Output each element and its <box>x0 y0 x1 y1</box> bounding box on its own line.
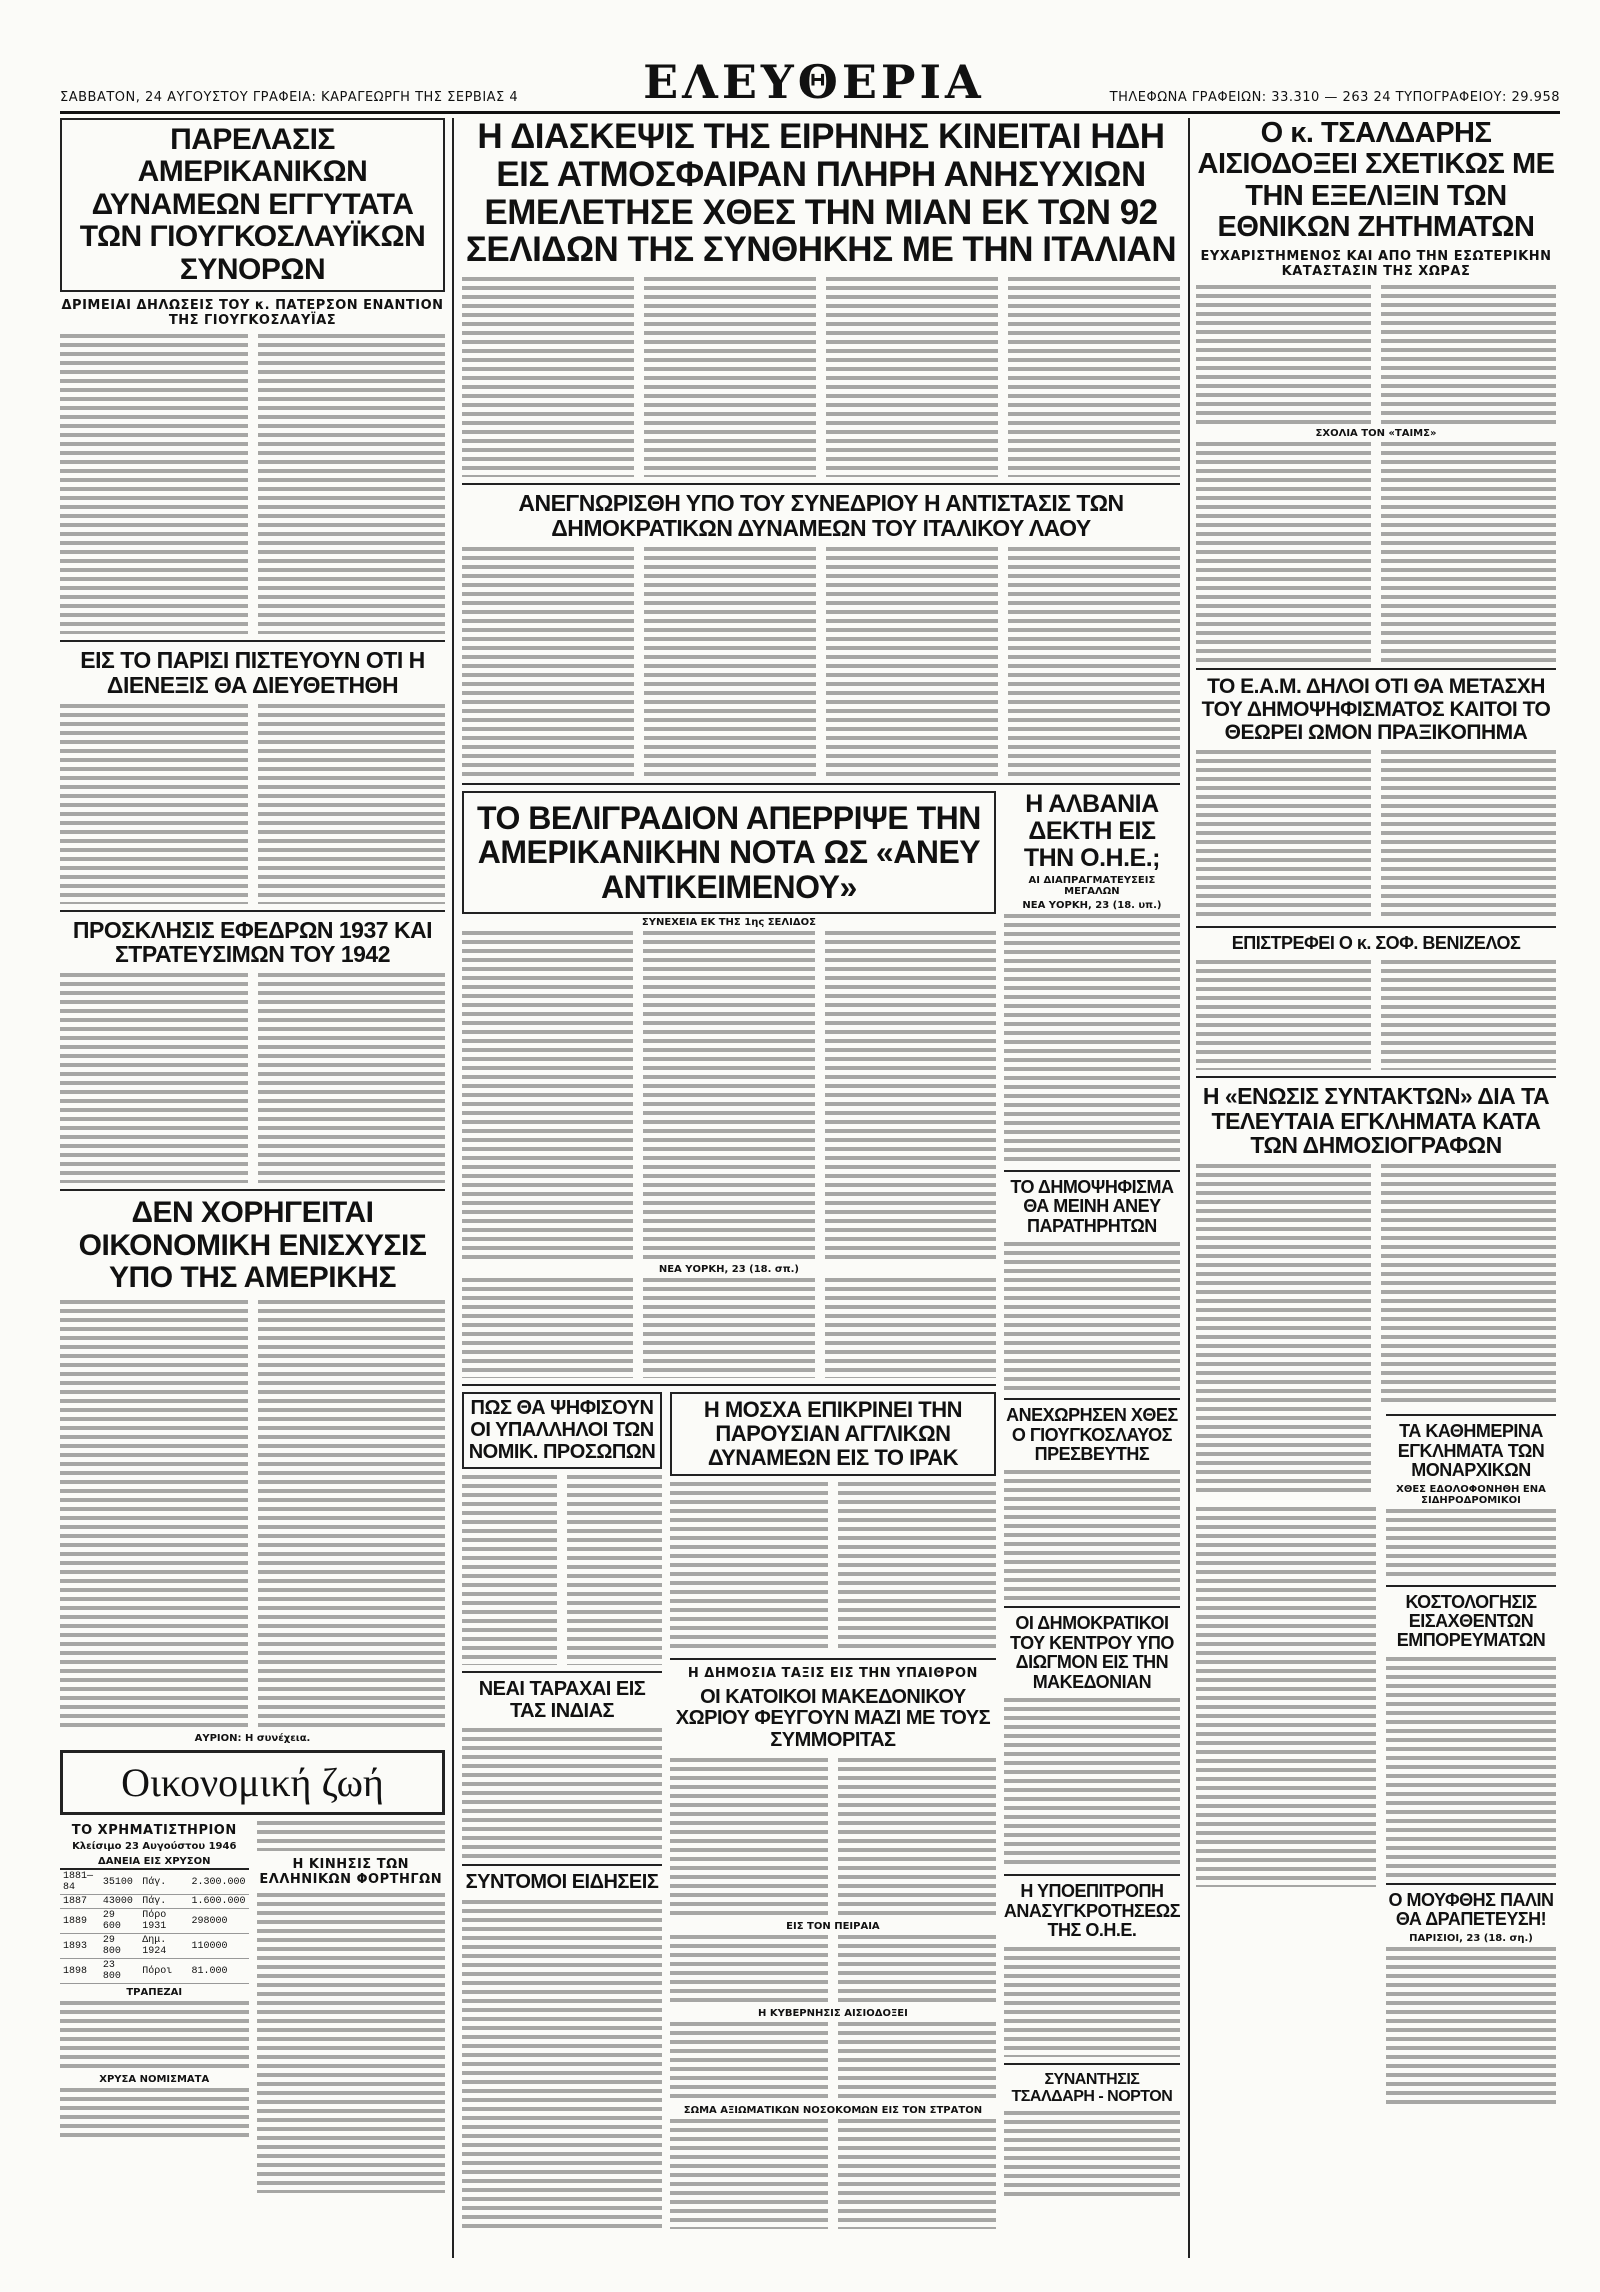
royalist-crimes-box <box>1386 1404 1556 2107</box>
table-row: 1881—84 35100 Πάγ. 2.300.000 <box>60 1869 249 1895</box>
article-body <box>60 1300 445 1730</box>
headline-royalist-crimes: ΤΑ ΚΑΘΗΜΕΡΙΝΑ ΕΓΚΛΗΜΑΤΑ ΤΩΝ ΜΟΝΑΡΧΙΚΩΝ <box>1397 1421 1545 1481</box>
narrow-column <box>462 1392 662 2230</box>
headline-box <box>462 1392 662 1469</box>
headline-greek-freighters: Η ΚΙΝΗΣΙΣ ΤΩΝ ΕΛΛΗΝΙΚΩΝ ΦΟΡΤΗΓΩΝ <box>259 1857 443 1888</box>
economy-section <box>60 1821 445 2193</box>
column-rule <box>1188 118 1190 2258</box>
headline-moscow-iraq: Η ΜΟΣΧΑ ΕΠΙΚΡΙΝΕΙ ΤΗΝ ΠΑΡΟΥΣΙΑΝ ΑΓΓΛΙΚΩΝ ΔΥΝΑΜΕΩΝ ΕΙΣ ΤΟ ΙΡΑΚ <box>703 1397 962 1470</box>
headline-american-parade: ΠΑΡΕΛΑΣΙΣ ΑΜΕΡΙΚΑΝΙΚΩΝ ΔΥΝΑΜΕΩΝ ΕΓΓΥΤΑΤΑ ΤΩΝ ΓΙΟΥΓΚΟΣΛΑΥΪΚΩΝ ΣΥΝΟΡΩΝ <box>79 123 426 286</box>
headline-referendum-observers: ΤΟ ΔΗΜΟΨΗΦΙΣΜΑ ΘΑ ΜΕΙΝΗ ΑΝΕΥ ΠΑΡΑΤΗΡΗΤΩΝ <box>1010 1176 1174 1236</box>
headline-paris: ΕΙΣ ΤΟ ΠΑΡΙΣΙ ΠΙΣΤΕΥΟΥΝ ΟΤΙ Η ΔΙΕΝΕΞΙΣ ΘΑ ΔΙΕΥΘΕΤΗΘΗ <box>80 646 425 698</box>
headline-tsaldaris-norton: ΣΥΝΑΝΤΗΣΙΣ ΤΣΑΛΔΑΡΗ - ΝΟΡΤΟΝ <box>1011 2070 1173 2105</box>
article-body <box>60 334 445 634</box>
headline-india-riots: ΝΕΑΙ ΤΑΡΑΧΑΙ ΕΙΣ ΤΑΣ ΙΝΔΙΑΣ <box>478 1678 646 1722</box>
stock-exchange-title: ΤΟ ΧΡΗΜΑΤΙΣΤΗΡΙΟΝ <box>71 1823 237 1839</box>
center-lower <box>462 791 1180 2230</box>
table-row: 1889 29 600 Πόρο 1931 298000 <box>60 1909 249 1934</box>
left-column <box>60 118 445 2258</box>
headline-un-subcommittee: Η ΥΠΟΕΠΙΤΡΟΠΗ ΑΝΑΣΥΓΚΡΟΤΗΣΕΩΣ ΤΗΣ Ο.Η.Ε. <box>1003 1881 1180 1941</box>
stock-exchange-date: Κλείσιμο 23 Αυγούστου 1946 <box>72 1841 237 1853</box>
headline-short-news: ΣΥΝΤΟΜΟΙ ΕΙΔΗΣΕΙΣ <box>465 1871 659 1894</box>
masthead-phones: ΤΗΛΕΦΩΝΑ ΓΡΑΦΕΙΩΝ: 33.310 — 263 24 ΤΥΠΟΓΡΑΦΕΙΟΥ: 29.958 <box>1109 90 1560 105</box>
continuation-note: ΑΥΡΙΟΝ: Η συνέχεια. <box>194 1733 311 1745</box>
headline-democrats-persecution: ΟΙ ΔΗΜΟΚΡΑΤΙΚΟΙ ΤΟΥ ΚΕΝΤΡΟΥ ΥΠΟ ΔΙΩΓΜΟΝ ΕΙΣ ΤΗΝ ΜΑΚΕΔΟΝΙΑΝ <box>1009 1613 1174 1692</box>
article-body <box>462 547 1180 777</box>
headline-box <box>462 791 996 915</box>
subheading-nurses-corps: ΣΩΜΑ ΑΞΙΩΜΑΤΙΚΩΝ ΝΟΣΟΚΟΜΩΝ ΕΙΣ ΤΟΝ ΣΤΡΑΤΟΝ <box>683 2104 983 2116</box>
article-body <box>1196 1507 1376 1887</box>
subheadline-paterson: ΔΡΙΜΕΙΑΙ ΔΗΛΩΣΕΙΣ ΤΟΥ κ. ΠΑΤΕΡΣΟΝ ΕΝΑΝΤΙΟΝ ΤΗΣ ΓΙΟΥΓΚΟΣΛΑΥΪΑΣ <box>61 297 444 328</box>
dateline: ΝΕΑ ΥΟΡΚΗ, 23 (18. σπ.) <box>658 1264 799 1276</box>
article-body <box>462 277 1180 477</box>
headline-imported-goods: ΚΟΣΤΟΛΟΓΗΣΙΣ ΕΙΣΑΧΘΕΝΤΩΝ ΕΜΠΟΡΕΥΜΑΤΩΝ <box>1396 1591 1546 1651</box>
banks-label: ΤΡΑΠΕΖΑΙ <box>126 1987 183 1999</box>
gold-loans-header: ΔΑΝΕΙΑ ΕΙΣ ΧΡΥΣΟΝ <box>60 1855 249 1869</box>
gold-loans-table <box>60 1855 249 1984</box>
wide-column <box>670 1392 996 2230</box>
column-three <box>1004 791 1180 2230</box>
headline-venizelos-returns: ΕΠΙΣΤΡΕΦΕΙ Ο κ. ΣΟΦ. ΒΕΝΙΖΕΛΟΣ <box>1231 933 1521 954</box>
article-body <box>462 931 996 1261</box>
headline-albania-un: Η ΑΛΒΑΝΙΑ ΔΕΚΤΗ ΕΙΣ ΤΗΝ Ο.Η.Ε.; <box>1023 789 1160 872</box>
headline-tsaldaris-optimistic: Ο κ. ΤΣΑΛΔΑΡΗΣ ΑΙΣΙΟΔΟΞΕΙ ΣΧΕΤΙΚΩΣ ΜΕ ΤΗΝ ΕΞΕΛΙΞΙΝ ΤΩΝ ΕΘΝΙΚΩΝ ΖΗΤΗΜΑΤΩΝ <box>1197 118 1555 243</box>
column-rule <box>452 118 454 2258</box>
headline-italian-resistance: ΑΝΕΓΝΩΡΙΣΘΗ ΥΠΟ ΤΟΥ ΣΥΝΕΔΡΙΟΥ Η ΑΝΤΙΣΤΑΣΙΣ ΤΩΝ ΔΗΜΟΚΡΑΤΙΚΩΝ ΔΥΝΑΜΕΩΝ ΤΟΥ ΙΤΑΛΙΚΟΥ ΛΑΟΥ <box>518 490 1124 542</box>
center-column <box>462 118 1180 2258</box>
headline-yugoslav-ambassador: ΑΝΕΧΩΡΗΣΕΝ ΧΘΕΣ Ο ΓΙΟΥΓΚΟΣΛΑΥΟΣ ΠΡΕΣΒΕΥΤΗΣ <box>1006 1405 1178 1465</box>
subheading-big-powers: ΑΙ ΔΙΑΠΡΑΓΜΑΤΕΥΣΕΙΣ ΜΕΓΑΛΩΝ <box>1028 874 1156 897</box>
headline-mufti-escape: Ο ΜΟΥΦΘΗΣ ΠΑΛΙΝ ΘΑ ΔΡΑΠΕΤΕΥΣΗ! <box>1388 1889 1554 1930</box>
headline-box <box>670 1392 996 1475</box>
right-column <box>1196 118 1556 2258</box>
subheading-railwayman: ΧΘΕΣ ΕΔΟΛΟΦΟΝΗΘΗ ΕΝΑ ΣΙΔΗΡΟΔΡΟΜΙΚΟΙ <box>1396 1483 1546 1506</box>
subheadline-internal-situation: ΕΥΧΑΡΙΣΤΗΜΕΝΟΣ ΚΑΙ ΑΠΟ ΤΗΝ ΕΣΩΤΕΡΙΚΗΝ ΚΑΤΑΣΤΑΣΙΝ ΤΗΣ ΧΩΡΑΣ <box>1200 249 1552 280</box>
subheading-piraeus: ΕΙΣ ΤΟΝ ΠΕΙΡΑΙΑ <box>786 1920 880 1932</box>
article-body <box>60 704 445 904</box>
headline-box <box>60 118 445 292</box>
section-title-economy: Οικονομική ζωή <box>60 1750 445 1815</box>
center-left-block <box>462 791 996 2230</box>
table-row: 1898 23 800 Πόροι 81.000 <box>60 1959 249 1984</box>
subheading-times: ΣΧΟΛΙΑ ΤΟΝ «ΤΑΙΜΣ» <box>1315 428 1437 440</box>
headline-employees-vote: ΠΩΣ ΘΑ ΨΗΦΙΣΟΥΝ ΟΙ ΥΠΑΛΛΗΛΟΙ ΤΩΝ ΝΟΜΙΚ. ΠΡΟΣΩΠΩΝ <box>468 1397 656 1463</box>
article-body <box>60 973 445 1183</box>
kicker-public-order: Η ΔΗΜΟΣΙΑ ΤΑΞΙΣ ΕΙΣ ΤΗΝ ΥΠΑΙΘΡΟΝ <box>687 1665 978 1681</box>
gold-coins-label: ΧΡΥΣΑ ΝΟΜΙΣΜΑΤΑ <box>99 2074 210 2086</box>
main-headline-peace-conference: Η ΔΙΑΣΚΕΨΙΣ ΤΗΣ ΕΙΡΗΝΗΣ ΚΙΝΕΙΤΑΙ ΗΔΗ ΕΙΣ ΑΤΜΟΣΦΑΙΡΑΝ ΠΛΗΡΗ ΑΝΗΣΥΧΙΩΝ ΕΜΕΛΕΤΗΣΕ ΧΘΕΣ ΤΗΝ ΜΙΑΝ ΕΚ ΤΩΝ 92 ΣΕΛΙΔΩΝ ΤΗΣ ΣΥΝΘΗΚΗΣ ΜΕ ΤΗΝ ΙΤΑΛΙΑΝ <box>465 118 1177 270</box>
masthead <box>60 55 1560 114</box>
dateline: ΠΑΡΙΣΙΟΙ, 23 (18. ση.) <box>1409 1932 1533 1944</box>
article-body <box>462 1278 996 1378</box>
headline-belgrade-rejected: ΤΟ ΒΕΛΙΓΡΑΔΙΟΝ ΑΠΕΡΡΙΨΕ ΤΗΝ ΑΜΕΡΙΚΑΝΙΚΗΝ ΝΟΤΑ ΩΣ «ΑΝΕΥ ΑΝΤΙΚΕΙΜΕΝΟΥ» <box>476 799 981 905</box>
newspaper-title: ΕΛΕΥΘΕΡΙΑ <box>643 55 985 109</box>
center-sub-columns <box>462 1392 996 2230</box>
headline-eam-referendum: ΤΟ Ε.Α.Μ. ΔΗΛΟΙ ΟΤΙ ΘΑ ΜΕΤΑΣΧΗ ΤΟΥ ΔΗΜΟΨΗΦΙΣΜΑΤΟΣ ΚΑΙΤΟΙ ΤΟ ΘΕΩΡΕΙ ΩΜΟΝ ΠΡΑΞΙΚΟΠΗΜΑ <box>1201 675 1551 744</box>
table-row: 1887 43000 Πάγ. 1.600.000 <box>60 1895 249 1909</box>
headline-macedonian-village: ΟΙ ΚΑΤΟΙΚΟΙ ΜΑΚΕΔΟΝΙΚΟΥ ΧΩΡΙΟΥ ΦΕΥΓΟΥΝ ΜΑΖΙ ΜΕ ΤΟΥΣ ΣΥΜΜΟΡΙΤΑΣ <box>675 1685 991 1751</box>
dateline: ΝΕΑ ΥΟΡΚΗ, 23 (18. υπ.) <box>1022 899 1162 911</box>
continuation-note: ΣΥΝΕΧΕΙΑ ΕΚ ΤΗΣ 1ης ΣΕΛΙΔΟΣ <box>641 917 816 929</box>
headline-reservists: ΠΡΟΣΚΛΗΣΙΣ ΕΦΕΔΡΩΝ 1937 ΚΑΙ ΣΤΡΑΤΕΥΣΙΜΩΝ ΤΟΥ 1942 <box>72 916 433 968</box>
subheading-government-optimistic: Η ΚΥΒΕΡΝΗΣΙΣ ΑΙΣΙΟΔΟΞΕΙ <box>757 2007 908 2019</box>
masthead-date-address: ΣΑΒΒΑΤΟΝ, 24 ΑΥΓΟΥΣΤΟΥ ΓΡΑΦΕΙΑ: ΚΑΡΑΓΕΩΡΓΗ ΤΗΣ ΣΕΡΒΙΑΣ 4 <box>60 90 519 105</box>
headline-no-economic-aid: ΔΕΝ ΧΟΡΗΓΕΙΤΑΙ ΟΙΚΟΝΟΜΙΚΗ ΕΝΙΣΧΥΣΙΣ ΥΠΟ ΤΗΣ ΑΜΕΡΙΚΗΣ <box>78 1196 427 1295</box>
headline-journalists-union: Η «ΕΝΩΣΙΣ ΣΥΝΤΑΚΤΩΝ» ΔΙΑ ΤΑ ΤΕΛΕΥΤΑΙΑ ΕΓΚΛΗΜΑΤΑ ΚΑΤΑ ΤΩΝ ΔΗΜΟΣΙΟΓΡΑΦΩΝ <box>1202 1082 1550 1159</box>
table-row: 1893 29 800 Δημ. 1924 110000 <box>60 1934 249 1959</box>
